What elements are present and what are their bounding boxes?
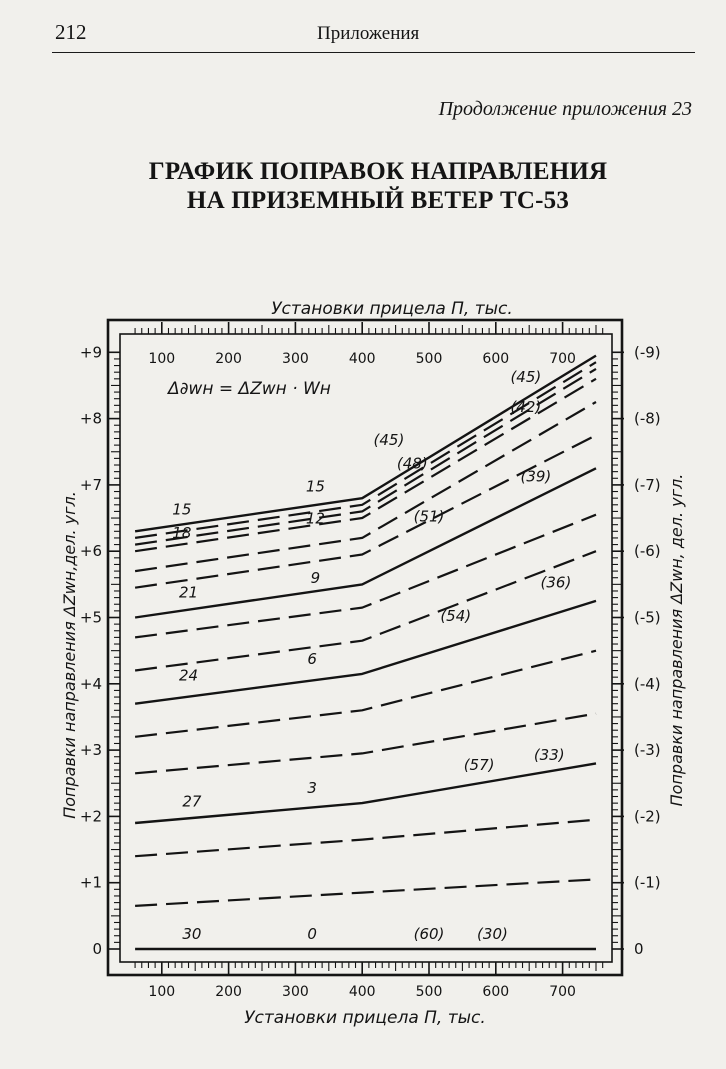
top-x-tick-label: 700 bbox=[549, 351, 576, 367]
top-x-tick-label: 200 bbox=[215, 351, 242, 367]
left-y-tick-label: +4 bbox=[79, 674, 102, 693]
curve-label: (45) bbox=[510, 368, 542, 387]
curve-label: (39) bbox=[520, 467, 552, 486]
curve-label: 24 bbox=[178, 666, 199, 685]
dashed-series-line-5 bbox=[135, 714, 596, 774]
curve-label: 9 bbox=[310, 569, 321, 588]
curve-label: (36) bbox=[540, 573, 572, 592]
chart-title-line-1: ГРАФИК ПОПРАВОК НАПРАВЛЕНИЯ bbox=[148, 158, 608, 185]
solid-series-line-4 bbox=[135, 763, 596, 823]
curve-label: 12 bbox=[305, 509, 325, 528]
formula-label: Δ∂wн = ΔZwн · Wн bbox=[168, 379, 331, 399]
curve-label: 15 bbox=[305, 477, 325, 496]
left-y-tick-label: +2 bbox=[79, 807, 102, 826]
x-axis-label: Установки прицела П, тыс. bbox=[244, 1008, 486, 1028]
top-axis-label: Установки прицела П, тыс. bbox=[271, 299, 513, 319]
solid-series-line-7 bbox=[135, 601, 596, 704]
curve-label: 21 bbox=[178, 583, 199, 602]
series-lines bbox=[135, 356, 596, 949]
right-y-tick-label: (-4) bbox=[634, 674, 661, 693]
scale-ticks bbox=[108, 322, 624, 974]
bottom-x-tick-label: 500 bbox=[415, 984, 443, 1000]
inner-border bbox=[120, 334, 612, 962]
left-y-tick-label: +1 bbox=[79, 873, 102, 892]
dashed-series-line-11 bbox=[135, 435, 596, 588]
bottom-x-tick-label: 100 bbox=[148, 984, 176, 1000]
bottom-x-tick-label: 700 bbox=[549, 984, 576, 1000]
right-y-tick-label: (-9) bbox=[634, 343, 661, 362]
right-y-tick-label: (-1) bbox=[634, 873, 661, 892]
curve-label: 3 bbox=[307, 779, 317, 798]
top-x-tick-label: 400 bbox=[348, 351, 376, 367]
right-y-tick-label: (-5) bbox=[634, 608, 661, 627]
curve-label: 27 bbox=[182, 792, 202, 811]
right-y-tick-label: (-2) bbox=[634, 807, 661, 826]
right-y-tick-label: (-6) bbox=[634, 542, 661, 561]
curve-label: (60) bbox=[413, 925, 445, 944]
curve-label: (48) bbox=[396, 454, 428, 473]
right-y-tick-label: (-3) bbox=[634, 741, 661, 760]
continuation-note: Продолжение приложения 23 bbox=[438, 98, 692, 120]
chart-title-line-2: НА ПРИЗЕМНЫЙ ВЕТЕР ТС-53 bbox=[186, 187, 570, 214]
curve-label: (57) bbox=[463, 755, 495, 774]
curve-label: (42) bbox=[510, 397, 542, 416]
top-x-tick-label: 500 bbox=[415, 351, 443, 367]
left-y-tick-label: +9 bbox=[79, 343, 102, 362]
dashed-series-line-9 bbox=[135, 515, 596, 638]
page-number: 212 bbox=[55, 20, 87, 44]
curve-label: (51) bbox=[413, 507, 445, 526]
bottom-x-tick-label: 300 bbox=[282, 984, 309, 1000]
curve-label: 0 bbox=[307, 925, 317, 944]
curve-label: (45) bbox=[373, 431, 405, 450]
left-y-tick-label: +6 bbox=[79, 542, 102, 561]
left-y-tick-label: +5 bbox=[79, 608, 102, 627]
dashed-series-line-3 bbox=[135, 820, 596, 857]
curve-label: 30 bbox=[182, 925, 202, 944]
dashed-series-line-2 bbox=[135, 879, 596, 906]
top-x-tick-label: 100 bbox=[148, 351, 176, 367]
curve-label: 6 bbox=[307, 649, 317, 668]
curve-label: (30) bbox=[477, 925, 508, 944]
left-y-tick-label: +7 bbox=[79, 475, 102, 494]
dashed-series-line-8 bbox=[135, 551, 596, 670]
curve-label: (54) bbox=[440, 606, 472, 625]
curve-labels bbox=[172, 368, 571, 943]
dashed-series-line-12 bbox=[135, 402, 596, 571]
right-y-tick-label: (-7) bbox=[634, 475, 661, 494]
top-x-tick-label: 600 bbox=[482, 351, 510, 367]
left-y-tick-label: 0 bbox=[92, 940, 102, 958]
curve-label: (33) bbox=[533, 746, 565, 765]
top-x-tick-label: 300 bbox=[282, 351, 309, 367]
curve-label: 15 bbox=[172, 500, 192, 519]
left-y-tick-label: +8 bbox=[79, 409, 102, 428]
running-title: Приложения bbox=[317, 23, 420, 44]
chart-frame bbox=[108, 320, 622, 975]
right-y-tick-label: 0 bbox=[634, 940, 644, 958]
y-axis-label-right: Поправки направления ΔZwн, дел. угл. bbox=[667, 473, 686, 807]
right-y-tick-label: (-8) bbox=[634, 409, 661, 428]
curve-label: 18 bbox=[172, 523, 192, 542]
bottom-x-tick-label: 400 bbox=[348, 984, 376, 1000]
left-y-tick-label: +3 bbox=[79, 741, 102, 760]
bottom-x-tick-label: 600 bbox=[482, 984, 510, 1000]
outer-border bbox=[108, 320, 622, 975]
y-axis-label-left: Поправки направления ΔZwн,дел. угл. bbox=[60, 491, 79, 819]
bottom-x-tick-label: 200 bbox=[215, 984, 242, 1000]
